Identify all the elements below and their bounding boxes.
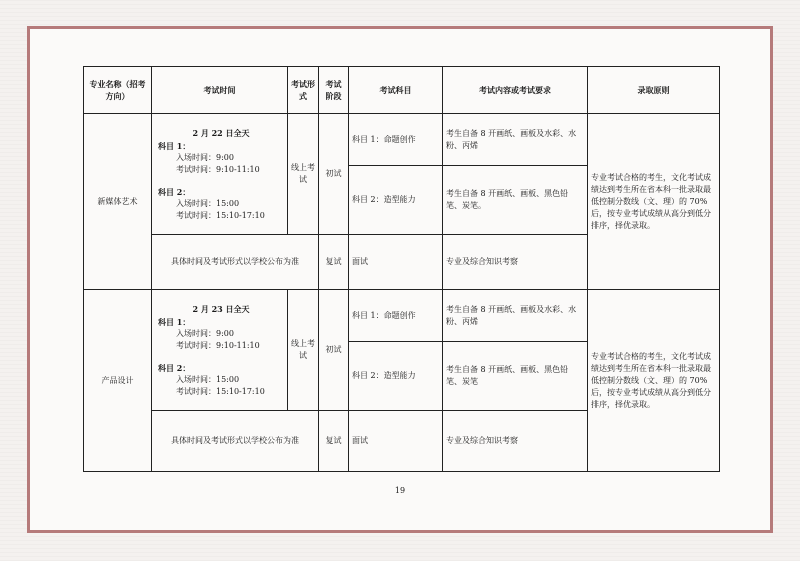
retest-time-cell: 具体时间及考试形式以学校公布为准 bbox=[152, 235, 319, 290]
content-1-cell: 考生自备 8 开画纸、画板及水彩、水粉、丙烯 bbox=[443, 114, 588, 166]
stage-retest-cell: 复试 bbox=[319, 235, 349, 290]
retest-content-cell: 专业及综合知识考察 bbox=[443, 235, 588, 290]
table-row bbox=[84, 290, 720, 342]
stage-retest-cell: 复试 bbox=[319, 411, 349, 472]
header-subject: 考试科目 bbox=[349, 67, 443, 114]
subject-2-exam-time: 考试时间：15:10-17:10 bbox=[176, 386, 265, 396]
table-row bbox=[84, 114, 720, 166]
subject-1-exam-time: 考试时间：9:10-11:10 bbox=[176, 164, 260, 174]
header-form: 考试形式 bbox=[288, 67, 319, 114]
time-cell bbox=[152, 290, 288, 411]
subject-2-entry-time: 入场时间：15:00 bbox=[176, 374, 240, 384]
form-cell: 线上考试 bbox=[288, 290, 319, 411]
header-admission: 录取原则 bbox=[588, 67, 720, 114]
content-2-cell: 考生自备 8 开画纸、画板、黑色铅笔、炭笔 bbox=[443, 342, 588, 411]
content-2-cell: 考生自备 8 开画纸、画板、黑色铅笔、炭笔。 bbox=[443, 166, 588, 235]
retest-subject-cell: 面试 bbox=[349, 411, 443, 472]
major-cell: 产品设计 bbox=[84, 290, 152, 472]
header-content: 考试内容或考试要求 bbox=[443, 67, 588, 114]
subject-2-entry-time: 入场时间：15:00 bbox=[176, 198, 240, 208]
subject-1-entry-time: 入场时间：9:00 bbox=[176, 152, 234, 162]
subject-2-cell: 科目 2：造型能力 bbox=[349, 342, 443, 411]
subject-1-cell: 科目 1：命题创作 bbox=[349, 290, 443, 342]
time-cell bbox=[152, 114, 288, 235]
exam-schedule-table bbox=[83, 66, 720, 472]
major-cell: 新媒体艺术 bbox=[84, 114, 152, 290]
retest-subject-cell: 面试 bbox=[349, 235, 443, 290]
header-stage: 考试阶段 bbox=[319, 67, 349, 114]
form-cell: 线上考试 bbox=[288, 114, 319, 235]
subject-1-label: 科目 1： bbox=[158, 140, 191, 151]
stage-initial-cell: 初试 bbox=[319, 290, 349, 411]
retest-time-cell: 具体时间及考试形式以学校公布为准 bbox=[152, 411, 319, 472]
exam-date: 2 月 23 日全天 bbox=[192, 303, 250, 314]
subject-2-cell: 科目 2：造型能力 bbox=[349, 166, 443, 235]
content-1-cell: 考生自备 8 开画纸、画板及水彩、水粉、丙烯 bbox=[443, 290, 588, 342]
subject-1-exam-time: 考试时间：9:10-11:10 bbox=[176, 340, 260, 350]
subject-1-label: 科目 1： bbox=[158, 316, 191, 327]
subject-1-entry-time: 入场时间：9:00 bbox=[176, 328, 234, 338]
page-number: 19 bbox=[394, 486, 406, 495]
header-time: 考试时间 bbox=[152, 67, 288, 114]
admission-cell: 专业考试合格的考生，文化考试成绩达到考生所在省本科一批录取最低控制分数线（文、理）的 70%后，按专业考试成绩从高分到低分排序，择优录取。 bbox=[588, 114, 720, 290]
subject-2-label: 科目 2： bbox=[158, 186, 191, 197]
exam-date: 2 月 22 日全天 bbox=[192, 127, 250, 138]
subject-2-exam-time: 考试时间：15:10-17:10 bbox=[176, 210, 265, 220]
stage-initial-cell: 初试 bbox=[319, 114, 349, 235]
retest-content-cell: 专业及综合知识考察 bbox=[443, 411, 588, 472]
subject-1-cell: 科目 1：命题创作 bbox=[349, 114, 443, 166]
subject-2-label: 科目 2： bbox=[158, 362, 191, 373]
header-major: 专业名称（招考方向） bbox=[84, 67, 152, 114]
admission-cell: 专业考试合格的考生，文化考试成绩达到考生所在省本科一批录取最低控制分数线（文、理）的 70%后，按专业考试成绩从高分到低分排序，择优录取。 bbox=[588, 290, 720, 472]
header-row bbox=[84, 67, 720, 114]
